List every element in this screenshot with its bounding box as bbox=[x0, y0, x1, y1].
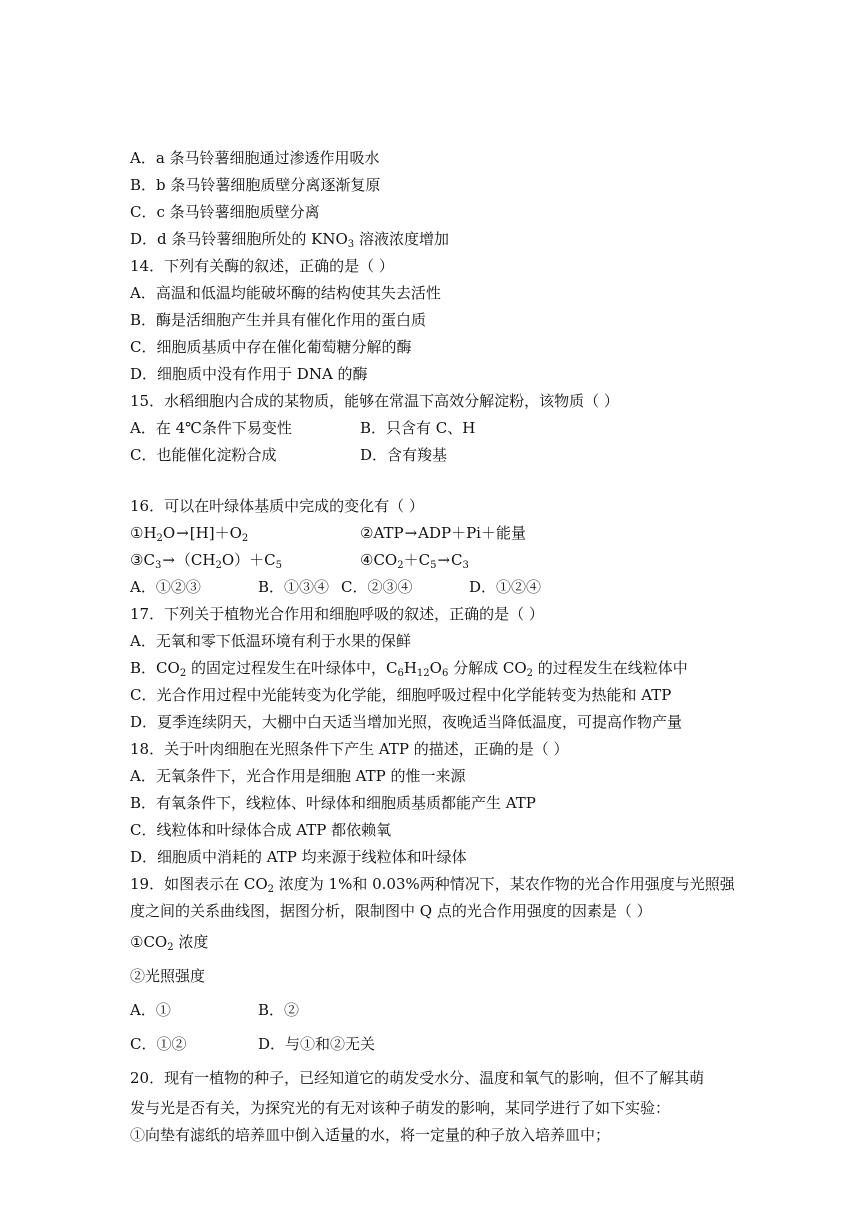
text: [H]＋O bbox=[189, 524, 242, 542]
q15-options-row-2 bbox=[130, 442, 730, 469]
q18-option-a: A．无氧条件下，光合作用是细胞 ATP 的惟一来源 bbox=[130, 767, 466, 785]
subscript: 5 bbox=[275, 560, 282, 571]
q19-option-a: A．① bbox=[130, 1001, 171, 1019]
q13-option-a: A．a 条马铃薯细胞通过渗透作用吸水 bbox=[130, 149, 380, 167]
q16-reaction-3 bbox=[130, 547, 360, 574]
q15-option-b: B．只含有 C、H bbox=[360, 419, 476, 437]
q17-stem: 17．下列关于植物光合作用和细胞呼吸的叙述，正确的是（ ） bbox=[130, 605, 544, 623]
text: ②ATP bbox=[360, 524, 404, 542]
subscript: 3 bbox=[462, 560, 469, 571]
q19-item-1 bbox=[130, 925, 730, 959]
arrow-icon: → bbox=[437, 551, 451, 569]
q13-option-d bbox=[130, 226, 730, 253]
q15-option-d: D．含有羧基 bbox=[360, 446, 448, 464]
q17-option-d: D．夏季连续阴天，大棚中白天适当增加光照，夜晚适当降低温度，可提高作物产量 bbox=[130, 713, 683, 731]
text: ＋C bbox=[403, 551, 431, 569]
subscript: 2 bbox=[179, 668, 187, 679]
q16-stem: 16．可以在叶绿体基质中完成的变化有（ ） bbox=[130, 497, 424, 515]
q14-option-b: B．酶是活细胞产生并具有催化作用的蛋白质 bbox=[130, 311, 427, 329]
text: ①H bbox=[130, 524, 157, 542]
q19-option-d: D．与①和②无关 bbox=[258, 1035, 376, 1053]
q19-option-c: C．①② bbox=[130, 1035, 187, 1053]
text: ADP＋Pi＋能量 bbox=[418, 524, 526, 542]
q16-option-a: A．①②③ bbox=[130, 578, 201, 596]
subscript: 2 bbox=[215, 560, 222, 571]
subscript: 5 bbox=[430, 560, 437, 571]
q14-option-c: C．细胞质基质中存在催化葡萄糖分解的酶 bbox=[130, 338, 412, 356]
text: ④CO bbox=[360, 551, 398, 569]
q16-option-b: B．①③④ bbox=[258, 578, 330, 596]
text: B．CO bbox=[130, 659, 180, 677]
q19-option-b: B．② bbox=[258, 1001, 300, 1019]
q16-option-d: D．①②④ bbox=[469, 578, 542, 596]
arrow-icon: → bbox=[176, 524, 189, 542]
text: 浓度为 1%和 0.03%两种情况下，某农作物的光合作用强度与光照强 bbox=[274, 875, 735, 893]
q17-option-b bbox=[130, 655, 730, 682]
subscript: 2 bbox=[241, 533, 249, 544]
q16-reaction-1 bbox=[130, 520, 360, 547]
q19-stem-line-2: 度之间的关系曲线图，据图分析，限制图中 Q 点的光合作用强度的因素是（ ） bbox=[130, 902, 652, 920]
text: （CH bbox=[175, 551, 216, 569]
q18-option-c: C．线粒体和叶绿体合成 ATP 都依赖氧 bbox=[130, 821, 392, 839]
q18-option-d: D．细胞质中消耗的 ATP 均来源于线粒体和叶绿体 bbox=[130, 848, 467, 866]
text: 分解成 CO bbox=[448, 659, 527, 677]
text: H bbox=[403, 659, 417, 677]
text: 浓度 bbox=[173, 933, 209, 951]
arrow-icon: → bbox=[162, 551, 175, 569]
text: O bbox=[429, 659, 442, 677]
subscript: 12 bbox=[416, 668, 430, 679]
q13-option-d-text-end: 溶液浓度增加 bbox=[354, 230, 449, 248]
text: 的过程发生在线粒体中 bbox=[533, 659, 688, 677]
q13-option-d-text: D．d 条马铃薯细胞所处的 KNO bbox=[130, 230, 348, 248]
subscript: 2 bbox=[397, 560, 404, 571]
q16-reaction-4 bbox=[360, 551, 469, 569]
spacer bbox=[130, 469, 730, 493]
q14-option-a: A．高温和低温均能破坏酶的结构使其失去活性 bbox=[130, 284, 441, 302]
subscript: 2 bbox=[156, 533, 163, 544]
q14-stem: 14．下列有关酶的叙述，正确的是（ ） bbox=[130, 257, 394, 275]
text: 的固定过程发生在叶绿体中，C bbox=[186, 659, 398, 677]
text: O）＋C bbox=[221, 551, 276, 569]
text: ①CO bbox=[130, 933, 168, 951]
exam-page bbox=[130, 145, 735, 1149]
q15-option-c: C．也能催化淀粉合成 bbox=[130, 446, 277, 464]
q16-option-c: C．②③④ bbox=[341, 578, 413, 596]
text: ③C bbox=[130, 551, 155, 569]
q20-stem-line-1: 20．现有一植物的种子，已经知道它的萌发受水分、温度和氧气的影响，但不了解其萌 bbox=[130, 1069, 705, 1087]
subscript: 3 bbox=[154, 560, 162, 571]
q16-options-row bbox=[130, 574, 730, 601]
q19-stem-line-1 bbox=[130, 871, 735, 898]
subscript: 3 bbox=[347, 239, 355, 250]
text: C bbox=[451, 551, 463, 569]
q16-reactions-row-1 bbox=[130, 520, 730, 547]
q20-stem-line-2: 发与光是否有关，为探究光的有无对该种子萌发的影响，某同学进行了如下实验： bbox=[130, 1099, 671, 1117]
q16-reaction-2 bbox=[360, 524, 526, 542]
subscript: 6 bbox=[397, 668, 404, 679]
q20-step-1: ①向垫有滤纸的培养皿中倒入适量的水，将一定量的种子放入培养皿中； bbox=[130, 1126, 611, 1144]
q13-option-b: B．b 条马铃薯细胞质壁分离逐渐复原 bbox=[130, 176, 381, 194]
q15-options-row-1 bbox=[130, 415, 730, 442]
subscript: 2 bbox=[267, 884, 275, 895]
subscript: 2 bbox=[167, 942, 174, 953]
text: O bbox=[162, 524, 176, 542]
q17-option-a: A．无氧和零下低温环境有利于水果的保鲜 bbox=[130, 632, 411, 650]
q19-options-row-1 bbox=[130, 993, 730, 1027]
text: 19．如图表示在 CO bbox=[130, 875, 268, 893]
q15-stem: 15．水稻细胞内合成的某物质，能够在常温下高效分解淀粉，该物质（ ） bbox=[130, 392, 619, 410]
arrow-icon: → bbox=[404, 524, 418, 542]
q19-options-row-2 bbox=[130, 1027, 730, 1061]
q13-option-c: C．c 条马铃薯细胞质壁分离 bbox=[130, 203, 320, 221]
q14-option-d: D．细胞质中没有作用于 DNA 的酶 bbox=[130, 365, 368, 383]
q15-option-a: A．在 4℃条件下易变性 bbox=[130, 419, 292, 437]
q16-reactions-row-2 bbox=[130, 547, 730, 574]
q18-stem: 18．关于叶肉细胞在光照条件下产生 ATP 的描述，正确的是（ ） bbox=[130, 740, 569, 758]
q19-item-2: ②光照强度 bbox=[130, 967, 206, 985]
subscript: 6 bbox=[441, 668, 449, 679]
q17-option-c: C．光合作用过程中光能转变为化学能，细胞呼吸过程中化学能转变为热能和 ATP bbox=[130, 686, 672, 704]
q18-option-b: B．有氧条件下，线粒体、叶绿体和细胞质基质都能产生 ATP bbox=[130, 794, 536, 812]
subscript: 2 bbox=[526, 668, 534, 679]
